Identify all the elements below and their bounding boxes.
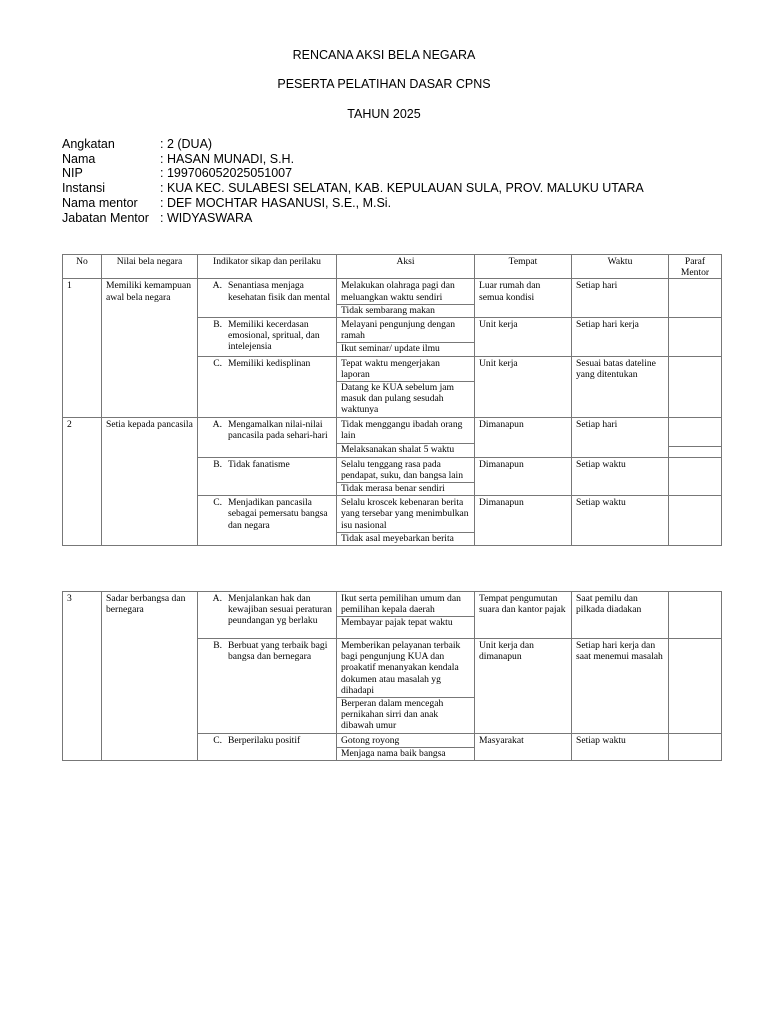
cell-aksi [337,356,475,417]
document-subtitle: PESERTA PELATIHAN DASAR CPNS [277,77,491,91]
indikator-text: Memiliki kedisplinan [228,357,311,369]
aksi-item: Selalu tenggang rasa pada pendapat, suku, dan bangsa lain [337,459,474,483]
info-row-instansi [62,181,644,196]
action-plan-table-part1 [62,254,722,546]
cell-no: 3 [63,592,102,761]
aksi-item: Ikut serta pemilihan umum dan pemilihan kepala daerah [337,593,474,617]
cell-tempat: Dimanapun [475,496,572,546]
cell-paraf [669,639,722,734]
cell-indikator [198,592,337,639]
info-label: Nama [62,151,96,166]
cell-waktu: Setiap hari [572,417,669,457]
cell-aksi [337,639,475,734]
indikator-letter: B. [213,640,222,651]
aksi-item: Memberikan pelayanan terbaik bagi pengunjung KUA dan proakatif menanyakan kendala dokumen atau masalah yg dihadapi [337,640,474,698]
aksi-item: Melayani pengunjung dengan ramah [337,319,474,343]
header-waktu: Waktu [572,255,669,279]
info-value: : 2 (DUA) [160,137,213,151]
cell-waktu: Setiap waktu [572,457,669,496]
info-value: : 199706052025051007 [160,166,293,181]
document-year: TAHUN 2025 [347,107,421,121]
info-row-angkatan [62,137,644,152]
aksi-item: Menjaga nama baik bangsa [341,747,446,759]
indikator-letter: C. [213,497,222,509]
cell-aksi [337,279,475,318]
cell-waktu: Setiap hari kerja dan saat menemui masalah [572,639,669,734]
info-value: : DEF MOCHTAR HASANUSI, S.E., M.Si. [160,195,392,210]
indikator-letter: A. [212,280,222,292]
cell-aksi [337,592,475,639]
indikator-text: Berbuat yang terbaik bagi bangsa dan bernegara [228,640,328,663]
cell-paraf [669,457,722,496]
cell-tempat: Unit kerja [475,356,572,417]
cell-waktu: Setiap hari [572,279,669,318]
aksi-item: Selalu kroscek kebenaran berita yang tersebar yang menimbulkan isu nasional [337,497,474,533]
table-header-row [63,255,722,279]
indikator-text: Tidak fanatisme [228,458,290,470]
indikator-text: Memiliki kecerdasan emosional, spritual, dan intelejensia [228,319,320,353]
indikator-text: Menjalankan hak dan kewajiban sesuai peraturan peundangan yg berlaku [228,593,332,627]
indikator-text: Berperilaku positif [228,734,301,746]
info-label: Jabatan Mentor [62,210,149,225]
cell-aksi [337,457,475,496]
cell-no: 1 [63,279,102,417]
header-aksi: Aksi [337,255,475,279]
info-row-jabatan-mentor [62,211,644,226]
indikator-letter: A. [212,418,222,430]
cell-indikator [198,496,337,546]
cell-waktu: Sesuai batas dateline yang ditentukan [572,356,669,417]
cell-tempat: Luar rumah dan semua kondisi [475,279,572,318]
header-indikator: Indikator sikap dan perilaku [198,255,337,279]
cell-paraf [669,417,722,457]
aksi-item: Tepat waktu mengerjakan laporan [337,358,474,382]
cell-nilai: Memiliki kemampuan awal bela negara [102,279,198,417]
cell-aksi [337,417,475,457]
cell-indikator [198,417,337,457]
aksi-item: Melakukan olahraga pagi dan meluangkan waktu sendiri [337,280,474,304]
action-plan-table-part2 [62,591,722,761]
cell-paraf [669,318,722,357]
aksi-item: Ikut seminar/ update ilmu [341,343,440,355]
cell-paraf [669,496,722,546]
paraf-slot [669,419,721,447]
cell-nilai: Sadar berbangsa dan bernegara [102,592,198,761]
cell-indikator [198,639,337,734]
cell-indikator [198,733,337,760]
info-row-mentor [62,196,644,211]
aksi-item: Tidak asal meyebarkan berita [341,532,454,544]
info-row-nip [62,166,644,181]
cell-indikator [198,457,337,496]
aksi-item: Tidak merasa benar sendiri [341,483,445,495]
info-row-nama [62,152,644,167]
header-tempat: Tempat [475,255,572,279]
cell-aksi [337,733,475,760]
cell-indikator [198,356,337,417]
participant-info [62,137,644,225]
cell-paraf [669,279,722,318]
aksi-item: Datang ke KUA sebelum jam masuk dan pulang sesudah waktunya [341,382,454,416]
table-row [63,417,722,457]
indikator-letter: B. [213,458,222,470]
cell-indikator [198,318,337,357]
header-nilai: Nilai bela negara [102,255,198,279]
table-row [63,279,722,318]
aksi-item: Membayar pajak tepat waktu [341,617,453,629]
table-row [63,592,722,639]
indikator-text: Menjadikan pancasila sebagai pemersatu bangsa dan negara [228,497,328,531]
indikator-letter: A. [212,593,222,604]
info-value: : WIDYASWARA [160,210,253,225]
info-label: Instansi [62,181,106,196]
cell-tempat: Dimanapun [475,457,572,496]
info-value: : HASAN MUNADI, S.H. [160,151,295,166]
cell-waktu: Setiap hari kerja [572,318,669,357]
indikator-letter: C. [213,357,222,369]
document-title: RENCANA AKSI BELA NEGARA [292,48,476,62]
cell-tempat: Dimanapun [475,417,572,457]
cell-tempat: Tempat pengumutan suara dan kantor pajak [475,592,572,639]
header-no: No [63,255,102,279]
cell-no: 2 [63,417,102,545]
aksi-item: Tidak menggangu ibadah orang lain [337,419,474,444]
aksi-item: Berperan dalam mencegah pernikahan sirri dan anak dibawah umur [341,698,444,732]
indikator-text: Mengamalkan nilai-nilai pancasila pada sehari-hari [228,418,328,441]
aksi-item: Tidak sembarang makan [341,304,435,316]
cell-tempat: Masyarakat [475,733,572,760]
cell-aksi [337,318,475,357]
info-label: Nama mentor [62,195,138,210]
cell-paraf [669,356,722,417]
info-label: NIP [62,166,83,181]
indikator-letter: B. [213,319,222,331]
cell-aksi [337,496,475,546]
cell-waktu: Setiap waktu [572,496,669,546]
cell-tempat: Unit kerja [475,318,572,357]
cell-indikator [198,279,337,318]
cell-paraf [669,592,722,639]
cell-waktu: Saat pemilu dan pilkada diadakan [572,592,669,639]
aksi-item: Melaksanakan shalat 5 waktu [341,443,455,455]
cell-paraf [669,733,722,760]
indikator-text: Senantiasa menjaga kesehatan fisik dan mental [228,280,331,303]
cell-waktu: Setiap waktu [572,733,669,760]
indikator-letter: C. [213,734,222,746]
info-label: Angkatan [62,137,115,151]
aksi-item: Gotong royong [337,735,474,748]
cell-nilai: Setia kepada pancasila [102,417,198,545]
header-paraf: Paraf Mentor [669,255,722,279]
info-value: : KUA KEC. SULABESI SELATAN, KAB. KEPULAUAN SULA, PROV. MALUKU UTARA [160,181,644,196]
cell-tempat: Unit kerja dan dimanapun [475,639,572,734]
